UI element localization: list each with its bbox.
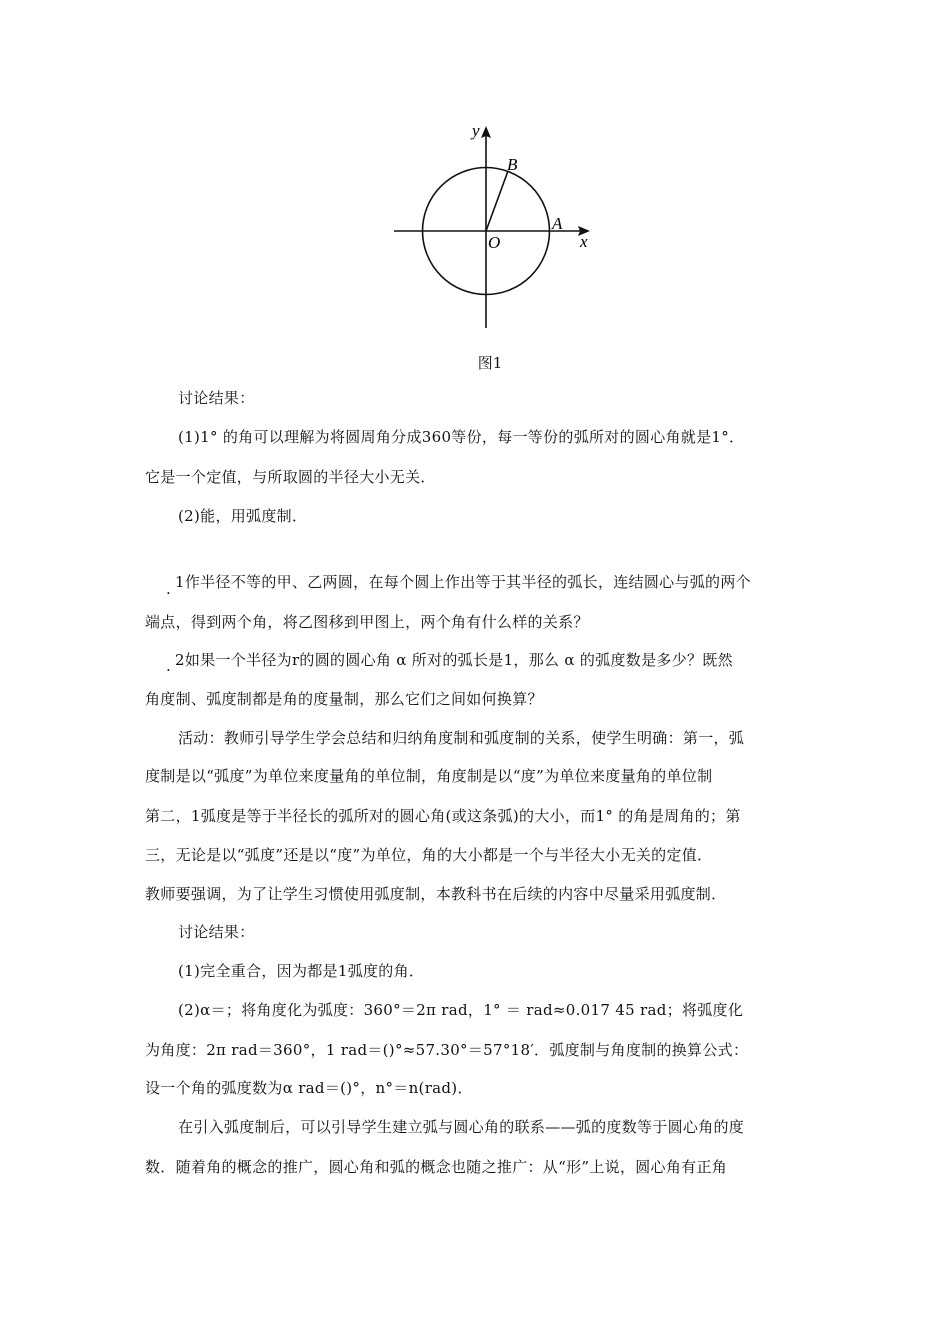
paragraph-line: 教师要强调，为了让学生习惯使用弧度制，本教科书在后续的内容中尽量采用弧度制． [145,885,727,903]
paragraph-line: 在引入弧度制后，可以引导学生建立弧与圆心角的联系——弧的度数等于圆心角的度 [178,1118,745,1136]
paragraph-line: (2)α＝；将角度化为弧度：360°＝2π rad，1° ＝ rad≈0.017 45 rad；将弧度化 [178,1001,744,1019]
paragraph-line: (1)完全重合，因为都是1弧度的角． [178,962,425,980]
unit-circle-figure [380,110,600,335]
point-a-label: A [552,214,563,233]
point-b-label: B [507,155,518,174]
figure-caption: 图1 [477,354,503,372]
paragraph-line: 讨论结果： [178,389,255,407]
paragraph-line: 活动：教师引导学生学会总结和归纳角度制和弧度制的关系，使学生明确：第一，弧 [178,729,745,747]
bullet-dot: . [166,657,171,675]
paragraph-line: (1)1° 的角可以理解为将圆周角分成360等份，每一等份的弧所对的圆心角就是1°． [178,428,745,446]
paragraph-line: 讨论结果： [178,923,255,941]
y-axis-label: y [472,121,480,140]
bullet-dot: . [166,580,171,598]
paragraph-line: 2如果一个半径为r的圆的圆心角 α 所对的弧长是1，那么 α 的弧度数是多少？既然 [175,651,733,669]
paragraph-line: 度制是以“弧度”为单位来度量角的单位制，角度制是以“度”为单位来度量角的单位制 [145,767,713,785]
paragraph-line: (2)能，用弧度制． [178,507,308,525]
paragraph-line: 1作半径不等的甲、乙两圆，在每个圆上作出等于其半径的弧长，连结圆心与弧的两个 [175,573,751,591]
radius-ob [486,171,508,231]
x-axis-label: x [580,232,588,251]
paragraph-line: 三，无论是以“弧度”还是以“度”为单位，角的大小都是一个与半径大小无关的定值． [145,846,713,864]
paragraph-line: 端点，得到两个角，将乙图移到甲图上，两个角有什么样的关系？ [145,613,589,631]
paragraph-line: 角度制、弧度制都是角的度量制，那么它们之间如何换算？ [145,690,543,708]
origin-label: O [488,233,501,252]
paragraph-line: 它是一个定值，与所取圆的半径大小无关． [145,468,436,486]
paragraph-line: 第二，1弧度是等于半径长的弧所对的圆心角(或这条弧)的大小，而1° 的角是周角的；第 [145,807,741,825]
paragraph-line: 数．随着角的概念的推广，圆心角和弧的概念也随之推广：从“形”上说，圆心角有正角 [145,1158,728,1176]
unit-circle-diagram [380,110,600,335]
paragraph-line: 设一个角的弧度数为α rad＝()°，n°＝n(rad)． [145,1079,473,1097]
paragraph-line: 为角度：2π rad＝360°，1 rad＝()°≈57.30°＝57°18′．弧度制与角度制的换算公式： [145,1041,749,1059]
